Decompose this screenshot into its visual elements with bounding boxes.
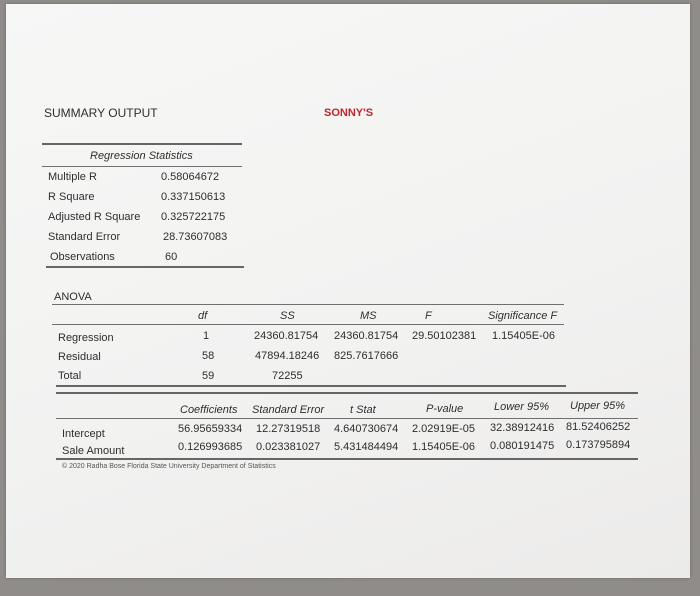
regstats-label: Observations xyxy=(50,251,115,263)
coef-row-label: Sale Amount xyxy=(62,445,125,457)
regstats-label: Standard Error xyxy=(48,231,121,243)
coef-header-lower-95: Lower 95% xyxy=(494,401,550,413)
coef-cell-lower-95: 32.38912416 xyxy=(490,422,555,434)
coef-cell-t-stat: 4.640730674 xyxy=(334,423,399,435)
anova-cell-ss: 47894.18246 xyxy=(255,350,320,362)
coef-cell-p-value: 1.15405E-06 xyxy=(412,441,475,453)
coef-cell-coefficient: 0.126993685 xyxy=(178,441,243,453)
anova-cell-ms: 825.7617666 xyxy=(334,350,399,362)
coef-header-rule xyxy=(56,418,638,419)
anova-bottom-rule xyxy=(56,385,566,387)
anova-cell-df: 58 xyxy=(202,350,215,362)
anova-header-ms: MS xyxy=(360,310,377,322)
anova-cell-ss: 72255 xyxy=(272,370,303,382)
anova-row-label: Residual xyxy=(58,351,101,363)
coef-cell-standard-error: 12.27319518 xyxy=(256,423,321,435)
regstats-bottom-rule xyxy=(46,266,244,268)
coef-cell-p-value: 2.02919E-05 xyxy=(412,423,475,435)
regstats-value: 28.73607083 xyxy=(163,231,228,243)
regstats-value: 0.58064672 xyxy=(161,171,220,183)
regstats-value: 0.325722175 xyxy=(161,211,226,223)
anova-header-significance: Significance F xyxy=(488,310,558,322)
anova-cell-ms: 24360.81754 xyxy=(334,330,399,342)
coef-header-p-value: P-value xyxy=(426,403,464,415)
anova-cell-df: 1 xyxy=(203,330,210,342)
coef-cell-coefficient: 56.95659334 xyxy=(178,423,243,435)
worksheet-page xyxy=(6,4,690,578)
coef-header-upper-95: Upper 95% xyxy=(570,400,626,412)
anova-header-ss: SS xyxy=(280,310,295,322)
anova-header-f: F xyxy=(425,310,432,322)
coef-header-coefficients: Coefficients xyxy=(180,404,238,416)
regstats-header-rule xyxy=(42,166,242,167)
anova-cell-ss: 24360.81754 xyxy=(254,330,319,342)
coef-header-t-stat: t Stat xyxy=(350,404,376,416)
regstats-value: 60 xyxy=(165,251,178,263)
coef-cell-upper-95: 0.173795894 xyxy=(566,439,631,451)
coef-header-standard-error: Standard Error xyxy=(252,404,325,416)
coef-top-rule xyxy=(56,392,638,394)
anova-top-rule xyxy=(52,304,564,305)
regstats-value: 0.337150613 xyxy=(161,191,226,203)
summary-output-title: SUMMARY OUTPUT xyxy=(44,106,158,120)
coef-cell-t-stat: 5.431484494 xyxy=(334,441,399,453)
regstats-label: R Square xyxy=(48,191,95,203)
regstats-label: Adjusted R Square xyxy=(48,211,141,223)
anova-row-label: Total xyxy=(58,370,82,382)
copyright-notice: © 2020 Radha Bose Florida State University Department of Statistics xyxy=(62,463,276,470)
coef-row-label: Intercept xyxy=(62,428,105,440)
coef-bottom-rule xyxy=(56,458,638,460)
coef-cell-standard-error: 0.023381027 xyxy=(256,441,321,453)
anova-cell-significance: 1.15405E-06 xyxy=(492,330,555,342)
anova-header-df: df xyxy=(198,310,208,322)
anova-title: ANOVA xyxy=(54,291,92,303)
regstats-label: Multiple R xyxy=(48,171,97,183)
coef-cell-lower-95: 0.080191475 xyxy=(490,440,555,452)
anova-row-label: Regression xyxy=(58,332,114,344)
regstats-top-rule xyxy=(42,143,242,145)
anova-cell-f: 29.50102381 xyxy=(412,330,477,342)
anova-cell-df: 59 xyxy=(202,370,215,382)
company-name: SONNY'S xyxy=(324,107,374,119)
regstats-title: Regression Statistics xyxy=(90,150,193,162)
anova-header-rule xyxy=(52,324,564,325)
coef-cell-upper-95: 81.52406252 xyxy=(566,421,631,433)
